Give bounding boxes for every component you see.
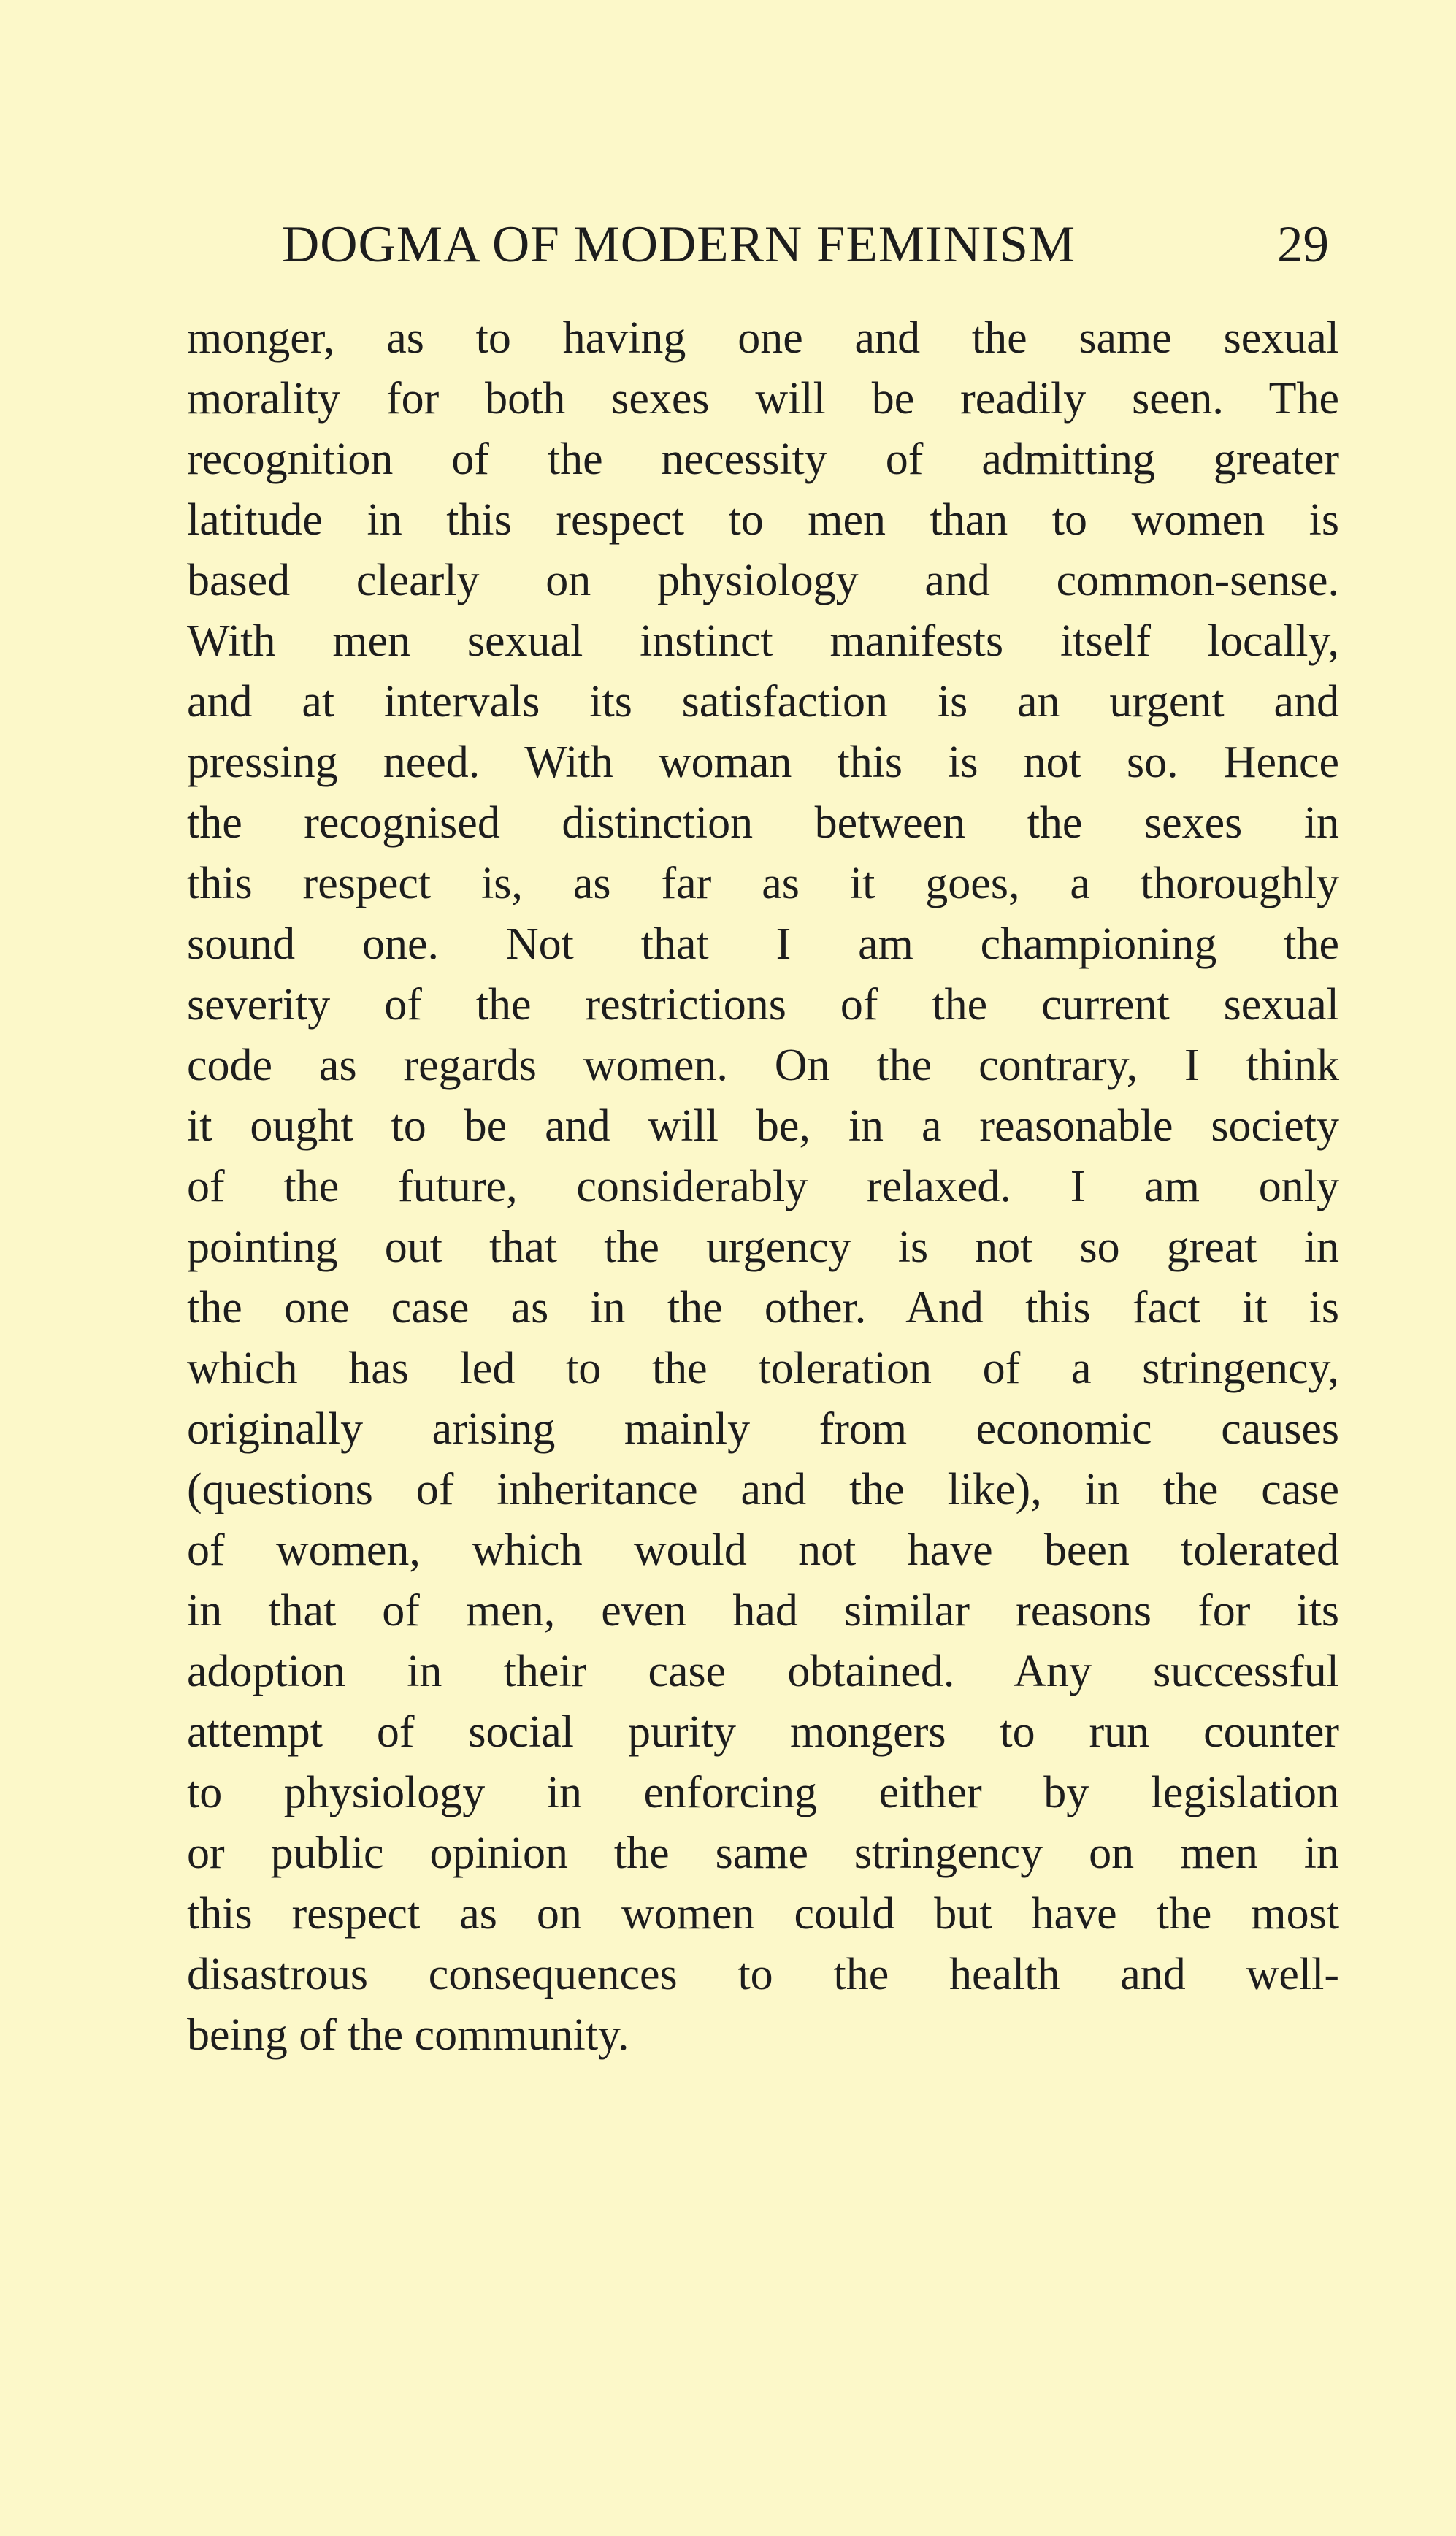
text-line: being of the community. [187,2010,629,2060]
text-line: originally arising mainly from economic causes [187,1404,1339,1454]
text-line: the one case as in the other. And this fact it is [187,1283,1339,1333]
text-line: this respect as on women could but have the most [187,1889,1339,1939]
text-line: which has led to the toleration of a stringency, [187,1344,1339,1393]
text-line: the recognised distinction between the sexes in [187,798,1339,848]
text-line: and at intervals its satisfaction is an urgent and [187,677,1339,727]
text-line: recognition of the necessity of admitting greater [187,434,1339,484]
text-line: latitude in this respect to men than to women is [187,495,1339,545]
text-line: morality for both sexes will be readily seen. The [187,374,1339,424]
text-line: to physiology in enforcing either by legislation [187,1768,1339,1817]
text-line: With men sexual instinct manifests itself locally, [187,616,1339,666]
running-head [282,212,1329,277]
text-line: attempt of social purity mongers to run counter [187,1707,1339,1757]
running-title: DOGMA OF MODERN FEMINISM [282,216,1076,273]
text-line: (questions of inheritance and the like), in the case [187,1465,1339,1514]
text-line: or public opinion the same stringency on men in [187,1828,1339,1878]
text-line: based clearly on physiology and common-sense. [187,556,1339,605]
text-line: monger, as to having one and the same sexual [187,313,1339,363]
body-paragraph [187,308,1339,2066]
text-line: pressing need. With woman this is not so. Hence [187,738,1339,787]
text-line: disastrous consequences to the health and well- [187,1950,1339,1999]
text-line: severity of the restrictions of the current sexual [187,980,1339,1030]
text-line: adoption in their case obtained. Any successful [187,1647,1339,1696]
text-line: code as regards women. On the contrary, I think [187,1041,1339,1090]
text-line: in that of men, even had similar reasons for its [187,1586,1339,1636]
text-line: it ought to be and will be, in a reasonable society [187,1101,1339,1151]
text-line: of women, which would not have been tolerated [187,1525,1339,1575]
text-line: pointing out that the urgency is not so great in [187,1222,1339,1272]
page-number: 29 [1277,216,1329,273]
text-line: of the future, considerably relaxed. I am only [187,1162,1339,1211]
text-line: this respect is, as far as it goes, a thoroughly [187,859,1339,908]
text-line: sound one. Not that I am championing the [187,919,1339,969]
